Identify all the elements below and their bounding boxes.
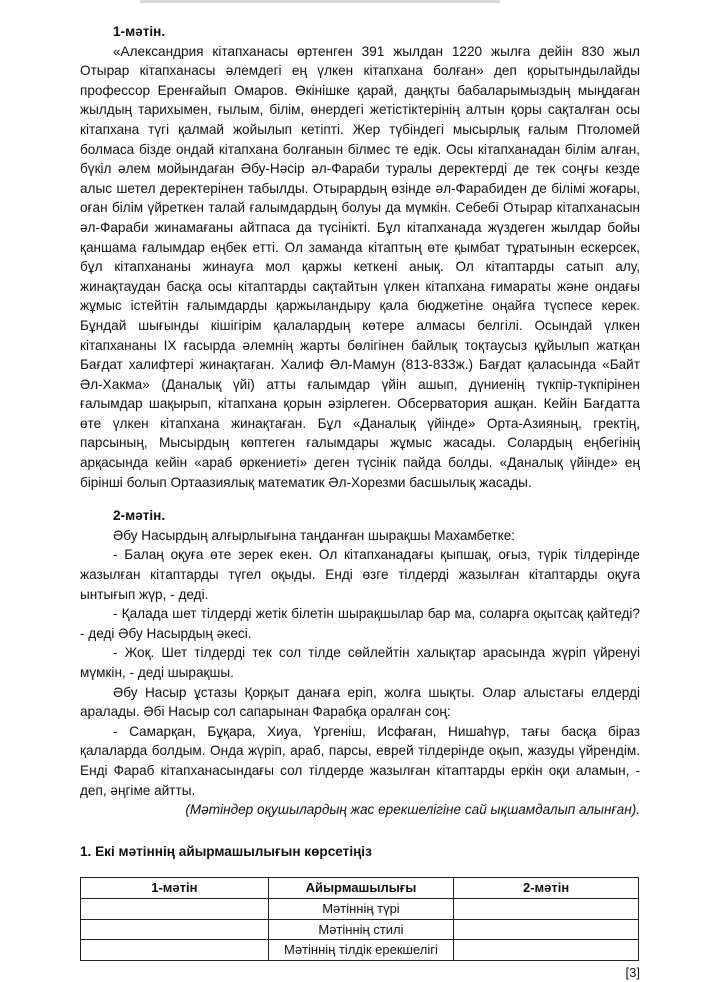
text2-heading: 2-мәтін. (113, 508, 166, 524)
answer-cell-text1[interactable] (81, 898, 269, 919)
answer-cell-text2[interactable] (454, 898, 639, 919)
score-marker: [3] (625, 964, 640, 980)
criterion-cell: Мәтіннің тілдік ерекшелігі (268, 940, 454, 961)
text2-paragraph: - Самарқан, Бұқара, Хиуа, Үргеніш, Исфаған, Нишаһүр, тағы басқа біраз қалаларда болдым. Онда жүріп, араб, парсы, еврей тілдерінде оқып, жазуды үйрендім. Енді Фараб кітапханасындағы сол тілдерде жазылған кітаптарды еркін оқи аламын, - деп, әңгіме айтты. (80, 723, 640, 798)
column-header-text2: 2-мәтін (454, 878, 639, 899)
previous-page-edge (140, 0, 500, 3)
table-row (81, 919, 639, 940)
text1-heading: 1-мәтін. (113, 24, 166, 39)
answer-cell-text1[interactable] (81, 919, 269, 940)
criterion-cell: Мәтіннің түрі (268, 898, 454, 919)
column-header-difference: Айырмашылығы (268, 878, 454, 899)
text2-paragraph: Әбу Насыр ұстазы Қорқыт данаға еріп, жолға шықты. Олар алыстағы елдерді аралады. Әбі Насыр сол сапарынан Фарабқа оралған соң: (80, 684, 640, 720)
text1-body: «Александрия кітапханасы өртенген 391 жылдан 1220 жылға дейін 830 жыл Отырар кітапханасы әлемдегі ең үлкен кітапхана болған» деп қорытындылайды профессор Еренғайып Омаров. Өкінішке қарай, даңқты бабаларымыздың мыңдаған жылдың тарихымен, ғылым, білім, өнердегі жетістіктерінің алтын қоры сақталған осы кітапхана түгі қалмай жойылып кетіпті. Жер түбіндегі мысырлық ғалым Птоломей болмаса бізде ондай кітапхана болғанын білмес те едік. Осы кітапханадан білім алған, бүкіл әлем мойындаған Әбу-Нәсір әл-Фараби туралы деректерді де тек соңғы кезде алыс шетел деректерінен табылды. Отырардың өзінде әл-Фарабиден де білімі жоғары, оған білім үйреткен талай ғалымдардың болуы да мүмкін. Себебі Отырар кітапханасын әл-Фараби жинамағаны айтпаса да түсінікті. Бұл кітапханада жүздеген жылдар бойы қаншама ғалымдар еңбек етті. Ол заманда кітаптың өте қымбат тұратынын ескерсек, бұл кітапхананы жинауға мол қаржы кеткені анық. Ол кітаптарды сатып алу, жинақтаудан басқа осы кітаптарды сақтайтын үлкен кітапхана ғимараты және ондағы жұмыс істейтін ғалымдарды қаржыландыру қала бюджетіне оңайға түспесе керек. Бұндай шығынды кішігірім қалалардың көтере алмасы белгілі. Осындай үлкен кітапхананы IX ғасырда әлемнің жарты бөлігінен байлық тоқтаусыз құйылып жатқан Бағдат халифтері жинақтаған. Халиф Әл-Мамун (813-833ж.) Бағдат қаласында «Байт Әл-Хакма» (Даналық үйі) атты ғалымдар үйін ашып, дүниенің түкпір-түкпірінен ғалымдар шақырып, кітапхана қорын әзірлеген. Обсерватория ашқан. Кейін Бағдатта өте үлкен кітапхана жинақтаған. Бұл «Даналық үйінде» Орта-Азияның, гректің, парсының, Мысырдың көптеген ғалымдары жұмыс жасады. Солардың еңбегінің арқасында кейін «араб өркениеті» деген түсінік пайда болды. «Даналық үйінде» ең бірінші болып Ортаазиялық математик Әл-Хорезми басшылық жасады. (80, 43, 640, 490)
text2-paragraph: Әбу Насырдың алғырлығына таңданған шырақшы Махамбетке: (113, 527, 516, 543)
column-header-text1: 1-мәтін (81, 878, 269, 899)
task-title: 1. Екі мәтіннің айырмашылығын көрсетіңіз (80, 843, 372, 859)
answer-cell-text2[interactable] (454, 919, 639, 940)
source-note: (Мәтіндер оқушылардың жас ерекшелігіне сай ықшамдалып алынған). (185, 802, 640, 818)
answer-cell-text2[interactable] (454, 940, 639, 961)
text2-paragraph: - Жоқ. Шет тілдерді тек сол тілде сөйлейтін халықтар арасында жүріп үйренуі мүмкін, - деді шырақшы. (80, 645, 640, 680)
text2-paragraph: - Балаң оқуға өте зерек екен. Ол кітапханадағы қыпшақ, оғыз, түрік тілдерінде жазылған кітаптарды түгел оқыды. Енді өзге тілдерді жазылған кітаптарды оқуға ынтығып жүр, - деді. (80, 547, 640, 602)
table-row (81, 898, 639, 919)
table-header-row (81, 878, 639, 899)
answer-cell-text1[interactable] (81, 940, 269, 961)
criterion-cell: Мәтіннің стилі (268, 919, 454, 940)
section-spacer (80, 492, 640, 506)
text2-paragraph: - Қалада шет тілдерді жетік білетін шырақшылар бар ма, соларға оқытсақ қайтеді? - деді Әбу Насырдың әкесі. (80, 606, 640, 641)
comparison-table (80, 877, 639, 960)
document-page (80, 22, 640, 982)
table-row (81, 940, 639, 961)
